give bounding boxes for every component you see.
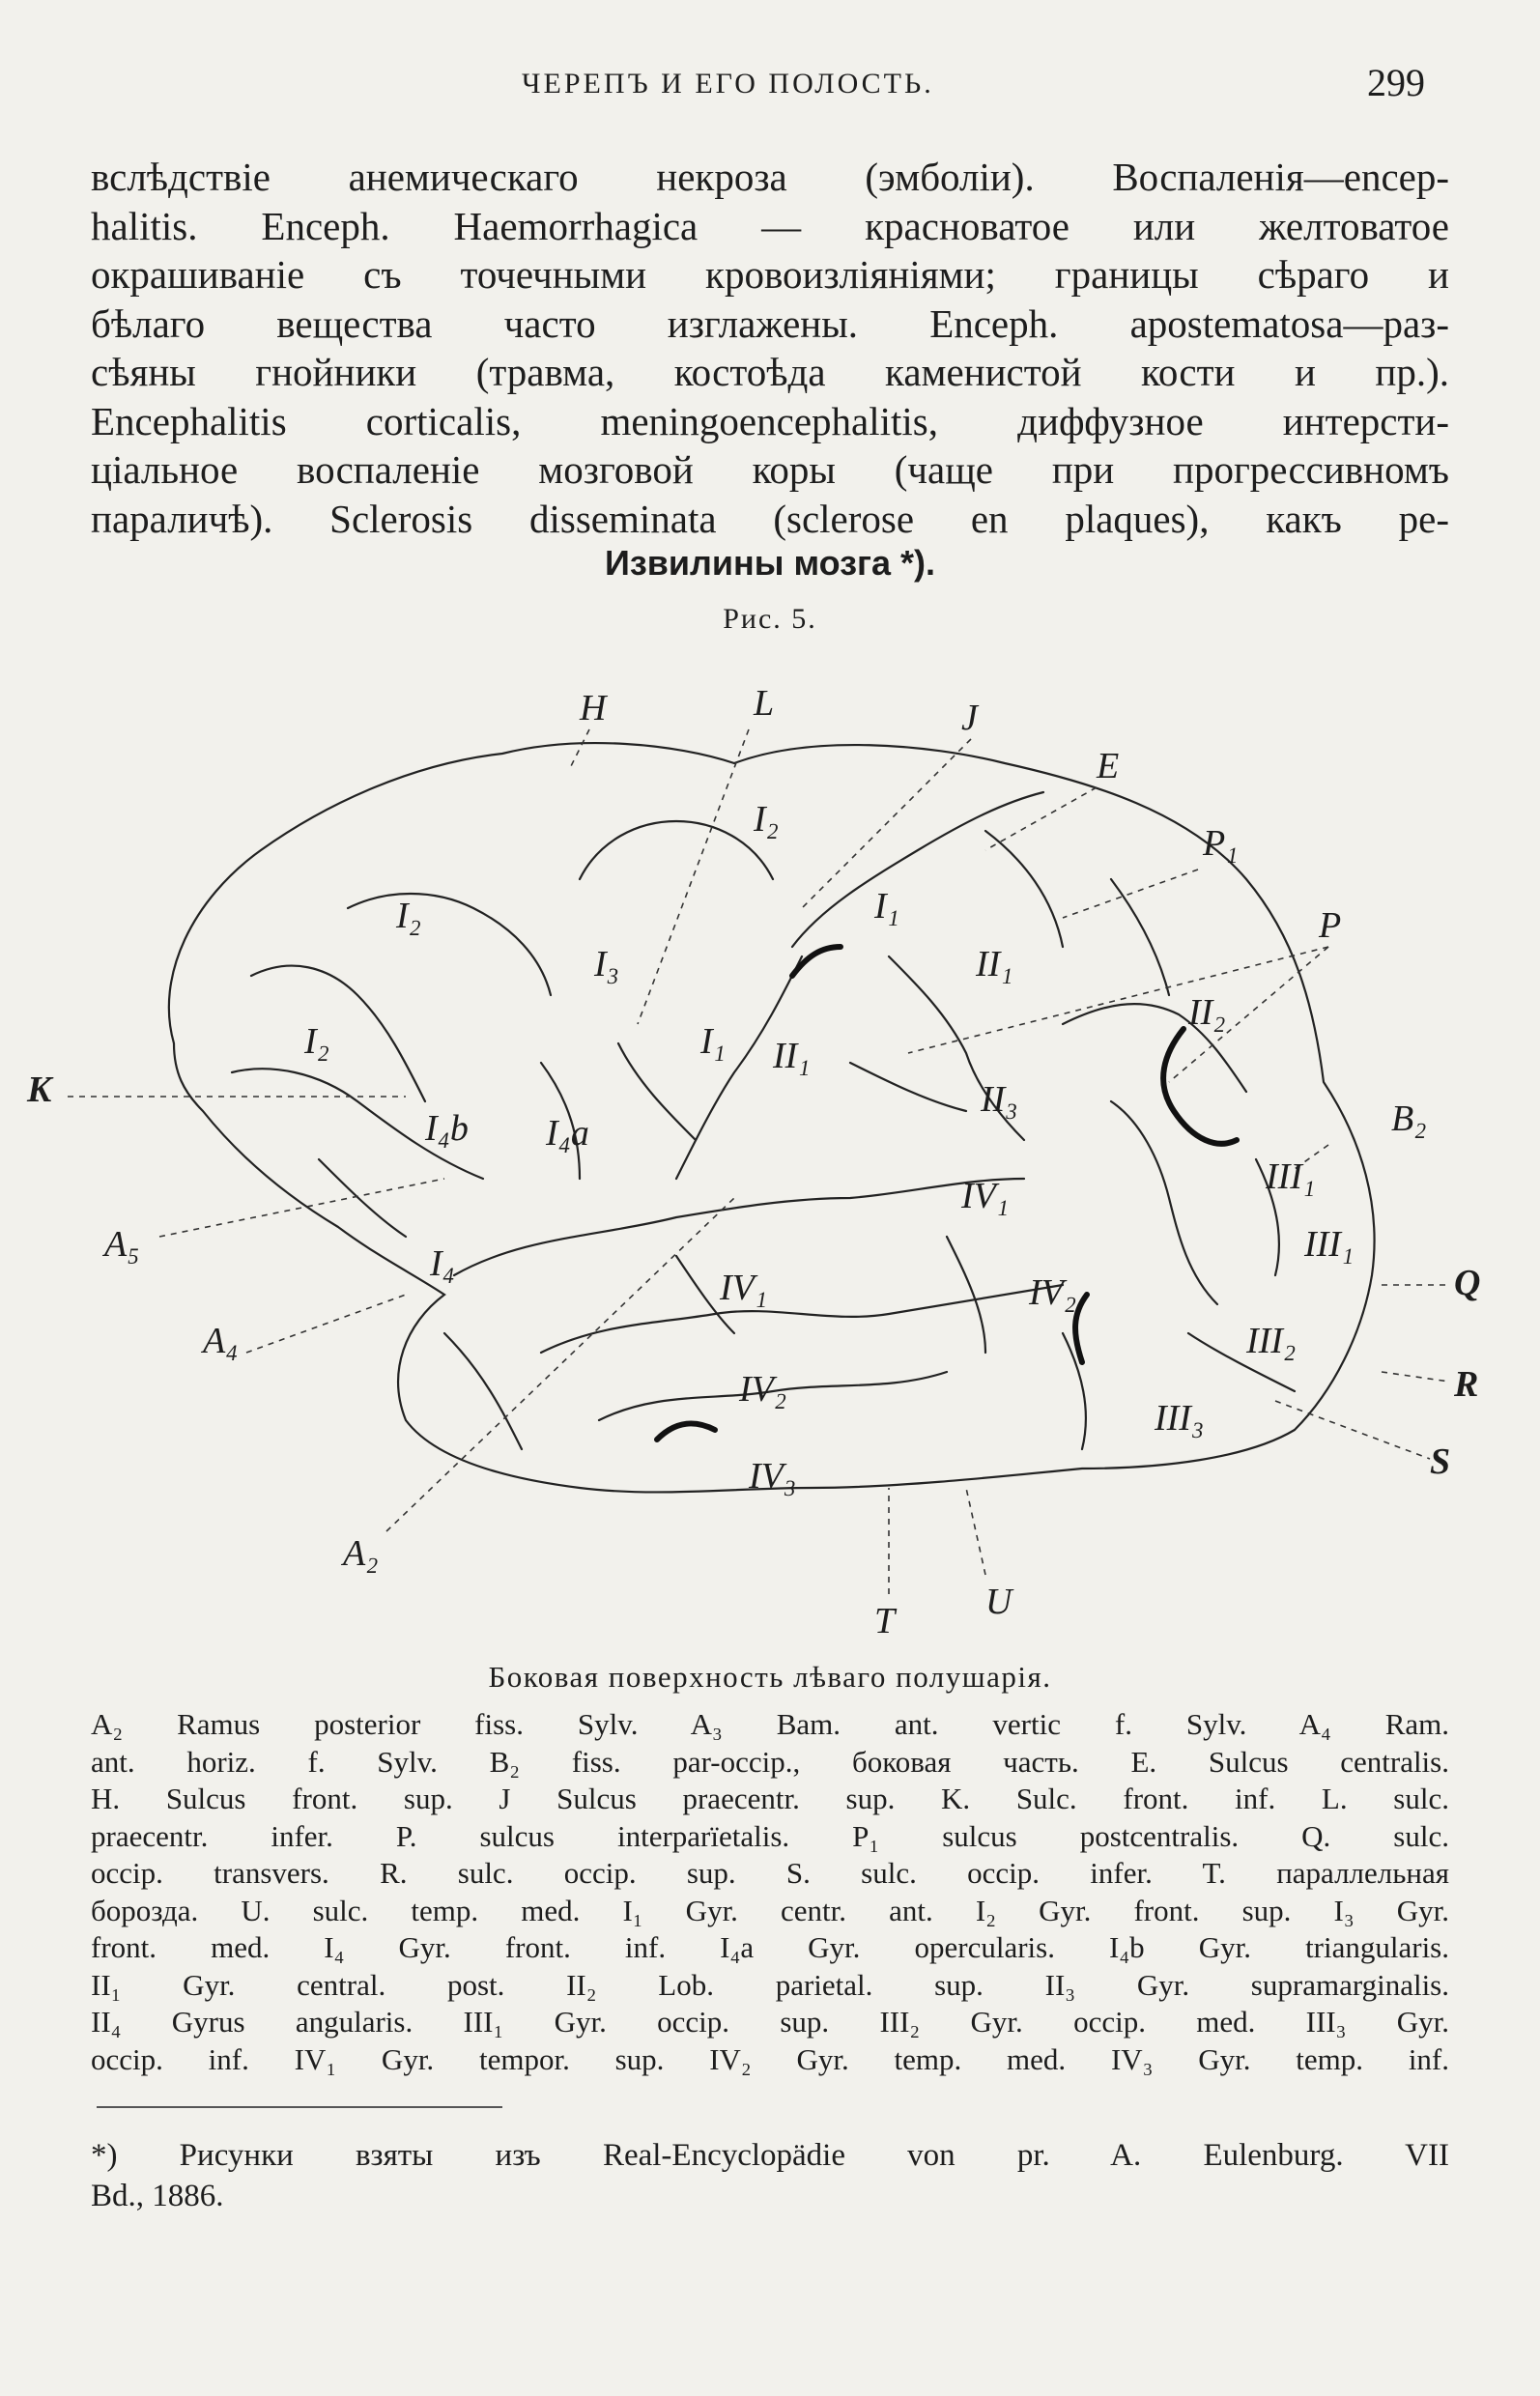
- legend-line: II₄ Gyrus angularis. III₁ Gyr. occip. sup. III₂ Gyr. occip. med. III₃ Gyr.: [91, 2005, 1449, 2039]
- label-a4: A₄: [203, 1321, 239, 1361]
- running-head: [0, 60, 1540, 108]
- label-i1-lower: I₁: [700, 1021, 726, 1062]
- label-i4a: I₄a: [546, 1113, 589, 1154]
- label-p: P: [1319, 905, 1342, 946]
- label-iii1-lower: III₁: [1304, 1224, 1355, 1265]
- label-j: J: [961, 698, 978, 738]
- label-ii1-upper: II₁: [976, 944, 1013, 984]
- page-number: 299: [1367, 61, 1425, 104]
- label-u: U: [985, 1582, 1012, 1622]
- text-line: сѣяны гнойники (травма, костоѣда каменистой кости и пр.).: [91, 350, 1449, 394]
- label-e: E: [1097, 746, 1120, 786]
- label-ii2: II₂: [1188, 992, 1226, 1033]
- text-line: окрашиваніе съ точечными кровоизліяніями; границы сѣраго и: [91, 252, 1449, 297]
- label-l: L: [754, 683, 775, 724]
- label-q: Q: [1454, 1263, 1481, 1303]
- label-i2-top: I₂: [754, 799, 779, 840]
- text-line: Encephalitis corticalis, meningoencephalitis, диффузное интерсти-: [91, 398, 1449, 443]
- label-iv1-left: IV₁: [720, 1268, 768, 1308]
- label-iv2-left: IV₂: [739, 1369, 787, 1410]
- text-line: ціальное воспаленіе мозговой коры (чаще при прогрессивномъ: [91, 447, 1449, 492]
- footnote-line: Bd., 1886.: [91, 2179, 224, 2213]
- figure-number: Рис. 5.: [723, 603, 817, 635]
- label-i4b: I₄b: [425, 1108, 469, 1149]
- text-line: вслѣдствіе анемическаго некроза (эмболіи). Воспаленія—encep-: [91, 155, 1449, 199]
- legend-line: борозда. U. sulc. temp. med. I₁ Gyr. centr. ant. I₂ Gyr. front. sup. I₃ Gyr.: [91, 1893, 1449, 1927]
- label-iv2-right: IV₂: [1029, 1272, 1077, 1313]
- figure-legend: [91, 1706, 1449, 2078]
- label-i2-low: I₂: [304, 1021, 329, 1062]
- figure-heading: Извилины мозга *).: [604, 543, 936, 583]
- label-iv1-right: IV₁: [961, 1176, 1010, 1216]
- running-head-title: ЧЕРЕПЪ И ЕГО ПОЛОСТЬ.: [522, 68, 934, 100]
- label-iv3: IV₃: [749, 1456, 797, 1497]
- label-ii1-lower: II₁: [773, 1036, 811, 1076]
- label-i3: I₃: [594, 944, 619, 984]
- legend-line: II₁ Gyr. central. post. II₂ Lob. parietal. sup. II₃ Gyr. supramarginalis.: [91, 1967, 1449, 2002]
- figure-caption: Боковая поверхность лѣваго полушарія.: [488, 1660, 1052, 1694]
- label-s: S: [1430, 1441, 1451, 1482]
- legend-line: praecentr. infer. P. sulcus interparïetalis. P₁ sulcus postcentralis. Q. sulc.: [91, 1818, 1449, 1853]
- label-k: K: [27, 1070, 52, 1110]
- legend-line: A₂ Ramus posterior fiss. Sylv. A₃ Bam. ant. vertic f. Sylv. A₄ Ram.: [91, 1707, 1449, 1741]
- footnote: [91, 2135, 1449, 2216]
- label-a5: A₅: [104, 1224, 140, 1265]
- label-r: R: [1454, 1364, 1479, 1405]
- text-line: бѣлаго вещества часто изглажены. Enceph. apostematosa—раз-: [91, 300, 1449, 346]
- label-iii1-upper: III₁: [1266, 1156, 1316, 1197]
- footnote-divider: [97, 2106, 502, 2108]
- brain-drawing: [0, 657, 1540, 1642]
- legend-line: occip. inf. IV₁ Gyr. tempor. sup. IV₂ Gyr. temp. med. IV₃ Gyr. temp. inf.: [91, 2041, 1449, 2076]
- legend-line: H. Sulcus front. sup. J Sulcus praecentr. sup. K. Sulc. front. inf. L. sulc.: [91, 1782, 1449, 1815]
- footnote-line: *) Рисунки взяты изъ Real-Encyclopädie von pr. A. Eulenburg. VII: [91, 2138, 1449, 2173]
- label-i1-upper: I₁: [874, 886, 899, 927]
- label-iii3: III₃: [1155, 1398, 1205, 1439]
- body-paragraph: [91, 153, 1449, 543]
- label-b2: B₂: [1391, 1098, 1427, 1139]
- label-ii3: II₃: [981, 1079, 1018, 1120]
- label-p1: P₁: [1203, 823, 1239, 864]
- label-a2: A₂: [343, 1533, 379, 1574]
- label-h: H: [580, 688, 607, 728]
- text-line: параличѣ). Sclerosis disseminata (sclerose en plaques), какъ ре-: [91, 496, 1449, 541]
- label-i2-left: I₂: [396, 896, 421, 936]
- legend-line: occip. transvers. R. sulc. occip. sup. S. sulc. occip. infer. T. параллельная: [91, 1856, 1449, 1890]
- label-i4: I₄: [430, 1243, 455, 1284]
- brain-illustration: [0, 657, 1540, 1642]
- legend-line: ant. horiz. f. Sylv. B₂ fiss. par-occip., боковая часть. E. Sulcus centralis.: [91, 1744, 1449, 1779]
- label-t: T: [874, 1601, 896, 1641]
- text-line: halitis. Enceph. Haemorrhagica — красноватое или желтоватое: [91, 203, 1449, 248]
- label-iii2: III₂: [1246, 1321, 1297, 1361]
- legend-line: front. med. I₄ Gyr. front. inf. I₄a Gyr. opercularis. I₄b Gyr. triangularis.: [91, 1930, 1449, 1964]
